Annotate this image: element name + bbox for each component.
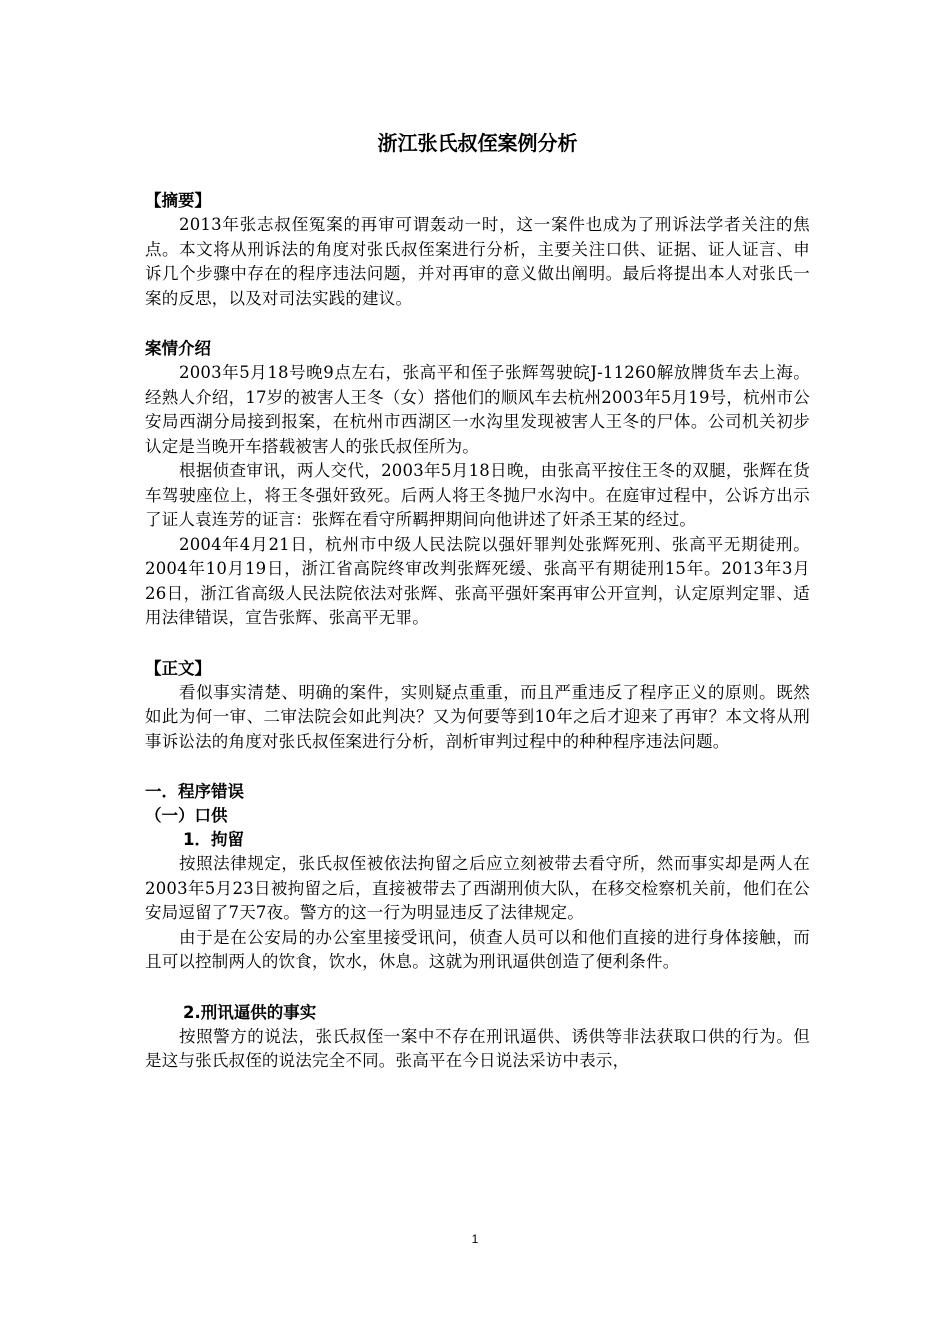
item-heading: 1．拘留 <box>183 830 244 849</box>
section-heading: 一．程序错误 <box>145 782 244 801</box>
case-intro-heading: 案情介绍 <box>145 339 211 358</box>
case-intro-paragraph: 根据侦查审讯，两人交代，2003年5月18日晚，由张高平按住王冬的双腿，张辉在货车驾驶座位上，将王冬强奸致死。后两人将王冬抛尸水沟中。在庭审过程中，公诉方出示了证人袁连芳的证言：张辉在看守所羁押期间向他讲述了奸杀王某的经过。 <box>145 461 810 529</box>
spacer <box>145 631 810 657</box>
main-text-heading: 【正文】 <box>145 658 211 678</box>
item-paragraph: 按照法律规定，张氏叔侄被依法拘留之后应立刻被带去看守所，然而事实却是两人在2003年5月23日被拘留之后，直接被带去了西湖刑侦大队，在移交检察机关前，他们在公安局逗留了7天7夜。警方的这一行为明显违反了法律规定。 <box>145 854 810 922</box>
case-intro-paragraph: 2003年5月18号晚9点左右，张高平和侄子张辉驾驶皖J-11260解放牌货车去上海。经熟人介绍，17岁的被害人王冬（女）搭他们的顺风车去杭州2003年5月19号，杭州市公安局西湖分局接到报案，在杭州市西湖区一水沟里发现被害人王冬的尸体。公司机关初步认定是当晚开车搭载被害人的张氏叔侄所为。 <box>145 363 810 456</box>
document-body <box>145 128 810 1074</box>
item-paragraph: 按照警方的说法，张氏叔侄一案中不存在刑讯逼供、诱供等非法获取口供的行为。但是这与张氏叔侄的说法完全不同。张高平在今日说法采访中表示， <box>145 1026 810 1070</box>
case-intro-paragraph: 2004年4月21日，杭州市中级人民法院以强奸罪判处张辉死刑、张高平无期徒刑。2004年10月19日，浙江省高院终审改判张辉死缓、张高平有期徒刑15年。2013年3月26日，浙江省高级人民法院依法对张辉、张高平强奸案再审公开宣判，认定原判定罪、适用法律错误，宣告张辉、张高平无罪。 <box>145 534 810 627</box>
spacer <box>145 311 810 337</box>
abstract-heading: 【摘要】 <box>145 191 211 210</box>
spacer <box>145 975 810 1001</box>
subsection-heading: （一）口供 <box>145 806 228 825</box>
document-title: 浙江张氏叔侄案例分析 <box>377 131 578 155</box>
spacer <box>145 754 810 780</box>
main-text-paragraph: 看似事实清楚、明确的案件，实则疑点重重，而且严重违反了程序正义的原则。既然如此为何一审、二审法院会如此判决？又为何要等到10年之后才迎来了再审？本文将从刑事诉讼法的角度对张氏叔侄案进行分析，剖析审判过程中的种种程序违法问题。 <box>145 682 810 751</box>
abstract-paragraph: 2013年张志叔侄冤案的再审可谓轰动一时，这一案件也成为了刑诉法学者关注的焦点。本文将从刑诉法的角度对张氏叔侄案进行分析，主要关注口供、证据、证人证言、申诉几个步骤中存在的程序违法问题，并对再审的意义做出阐明。最后将提出本人对张氏一案的反思，以及对司法实践的建议。 <box>145 215 810 308</box>
item-heading: 2.刑讯逼供的事实 <box>183 1002 317 1022</box>
page-number: 1 <box>471 1232 479 1246</box>
item-paragraph: 由于是在公安局的办公室里接受讯问，侦查人员可以和他们直接的进行身体接触，而且可以控制两人的饮食，饮水，休息。这就为刑讯逼供创造了便利条件。 <box>145 927 810 971</box>
